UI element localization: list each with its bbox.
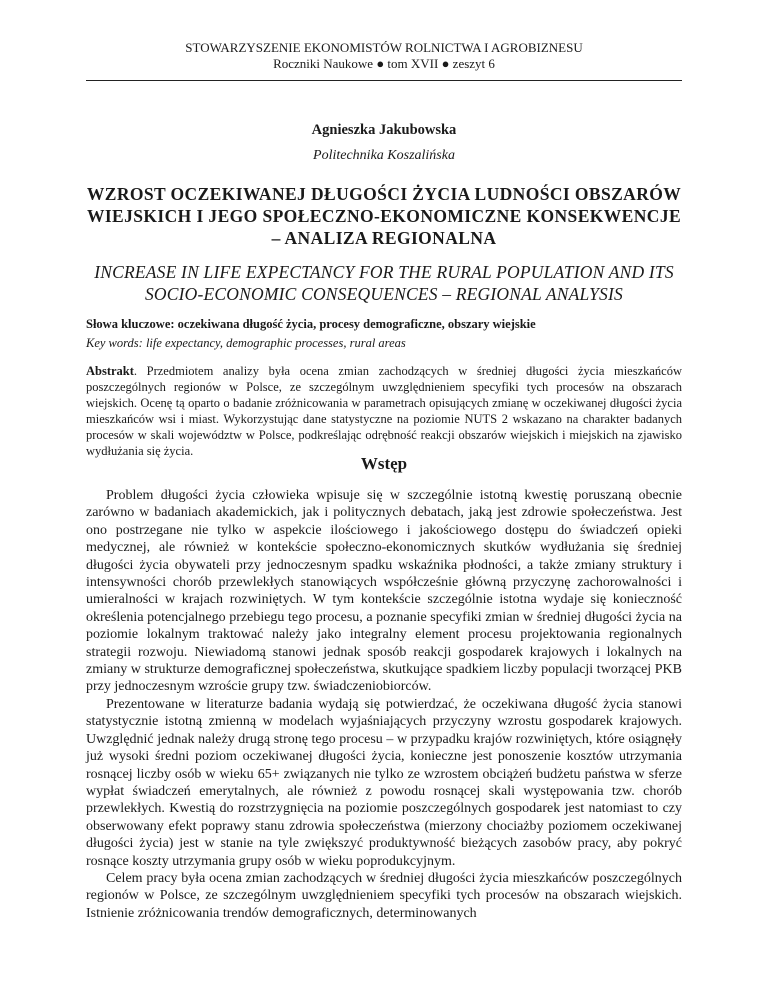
header-divider <box>86 80 682 81</box>
body-text <box>86 487 682 922</box>
keywords-english: Key words: life expectancy, demographic processes, rural areas <box>86 336 406 350</box>
journal-volume: Roczniki Naukowe ● tom XVII ● zeszyt 6 <box>273 56 495 71</box>
abstract <box>86 363 682 459</box>
paragraph: Prezentowane w literaturze badania wydają się potwierdzać, że oczekiwana długość życia stanowi statystycznie istotną zmienną w modelach wyjaśniających przyczyny wzrostu gospodarek krajowych. Uwzględnić jednak należy drugą stronę tego procesu – w przypadku krajów rozwiniętych, które osiągnęły już wysoki średni poziom oczekiwanej długości życia, konieczne jest ponoszenie kosztów utrzymania rosnącej liczby osób w wieku 65+ związanych nie tylko ze wzrostem obciążeń budżetu państwa w sferze wypłat świadczeń emerytalnych, ale również z powodu rosnącej skali występowania tzw. chorób przewlekłych. Kwestią do rozstrzygnięcia na poziomie poszczególnych gospodarek jest natomiast to czy obserwowany efekt poprawy stanu zdrowia społeczeństwa (mierzony chociażby poziomem oczekiwanej długości życia) jest w stanie na tyle zwiększyć produktywność bieżących zasobów pracy, aby pokryć rosnące koszty utrzymania grupy osób w wieku poprodukcyjnym. <box>86 696 682 869</box>
journal-name: STOWARZYSZENIE EKONOMISTÓW ROLNICTWA I AGROBIZNESU <box>185 40 583 55</box>
keywords-polish: Słowa kluczowe: oczekiwana długość życia, procesy demograficzne, obszary wiejskie <box>86 317 536 331</box>
paragraph: Problem długości życia człowieka wpisuje się w szczególnie istotną kwestię poruszaną obecnie zarówno w badaniach akademickich, jak i politycznych debatach, jaką jest zdrowie społeczeństwa. Jest ono postrzegane nie tylko w aspekcie ilościowego i jakościowego dostępu do świadczeń opieki medycznej, ale również w kontekście społeczno-ekonomicznych skutków wydłużania się średniej długości życia obywateli przy jednoczesnym spadku wskaźnika płodności, a także zmiany struktury i intensywności chorób przewlekłych stanowiących współcześnie główną przyczynę zachorowalności i umieralności w krajach rozwiniętych. W tym kontekście szczególnie istotna wydaje się konieczność określenia potencjalnego przebiegu tego procesu, a poznanie specyfiki zmian w średniej długości życia na poziomie lokalnym traktować należy jako integralny element procesu projektowania regionalnych strategii rozwoju. Niewiadomą stanowi jednak sposób reakcji gospodarek krajowych i lokalnych na zmiany w strukturze demograficznej społeczeństwa, skutkujące spadkiem liczby populacji tworzącej PKB przy jednoczesnym wzroście grupy tzw. świadczeniobiorców. <box>86 488 682 695</box>
author-name: Agnieszka Jakubowska <box>311 122 457 138</box>
title-polish: WZROST OCZEKIWANEJ DŁUGOŚCI ŻYCIA LUDNOŚCI OBSZARÓW WIEJSKICH I JEGO SPOŁECZNO-EKONOMICZNE KONSEKWENCJE – ANALIZA REGIONALNA <box>86 184 682 248</box>
journal-header <box>0 0 768 72</box>
author-affiliation: Politechnika Koszalińska <box>313 148 455 163</box>
paragraph: Celem pracy była ocena zmian zachodzących w średniej długości życia mieszkańców poszczególnych regionów w Polsce, ze szczególnym uwzględnieniem specyfiki tych procesów na obszarach wiejskich. Istnienie zróżnicowania trendów demograficznych, determinowanych <box>86 870 682 921</box>
title-english: INCREASE IN LIFE EXPECTANCY FOR THE RURAL POPULATION AND ITS SOCIO-ECONOMIC CONSEQUENCES – REGIONAL ANALYSIS <box>94 262 674 304</box>
abstract-text: . Przedmiotem analizy była ocena zmian zachodzących w średniej długości życia mieszkańców poszczególnych regionów w Polsce, ze szczególnym uwzględnieniem specyfiki tych procesów na obszarach wiejskich. Ocenę tą oparto o badanie zróżnicowania w parametrach opisujących zmianę w oczekiwanej długości życia mieszkańców wsi i miast. Wykorzystując dane statystyczne na poziomie NUTS 2 wskazano na charakter badanych procesów w skali województw w Polsce, podkreślając odrębność reakcji obszarów wiejskich i miejskich na zjawisko wydłużania się życia. <box>86 364 682 458</box>
abstract-label: Abstrakt <box>86 364 134 378</box>
section-heading: Wstęp <box>360 454 408 473</box>
